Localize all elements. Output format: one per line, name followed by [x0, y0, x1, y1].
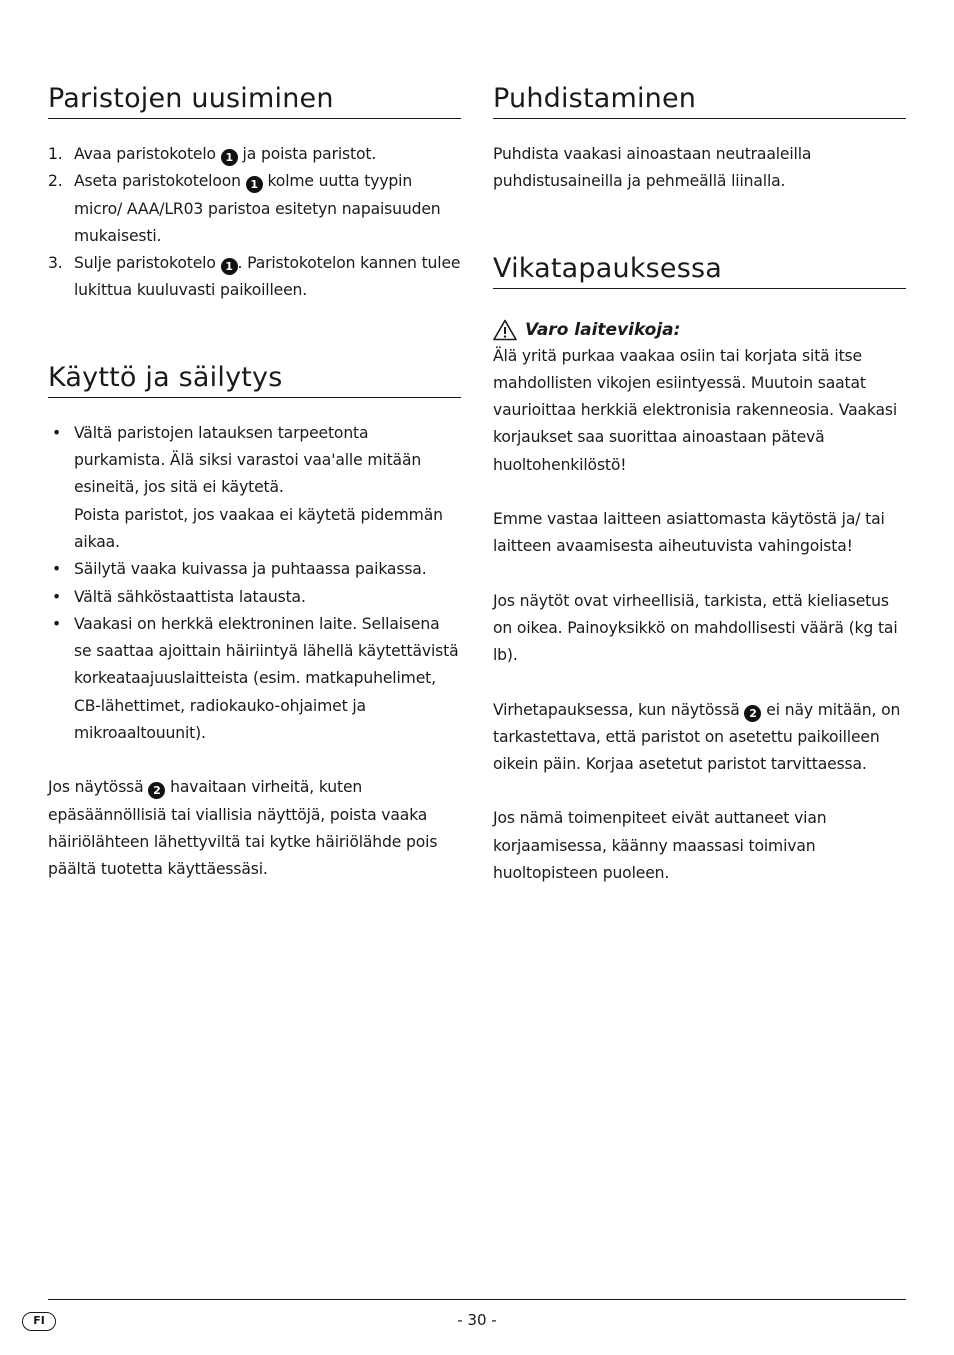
trouble-heading: Vikatapauksessa: [493, 252, 906, 289]
bullet: •: [52, 587, 62, 606]
bullet: •: [52, 614, 62, 633]
trouble-paragraph-3: Jos näytöt ovat virheellisiä, tarkista, että kieliasetus on oikea. Painoyksikkö on mahdollisesti väärä (kg tai lb).: [493, 591, 898, 665]
list-item: [48, 420, 461, 556]
warning-header: [493, 317, 906, 343]
footer-divider: [48, 1299, 906, 1300]
bullet-text: Vältä sähköstaattista latausta.: [74, 587, 306, 606]
usage-bullets-list: [48, 420, 461, 748]
trouble-paragraph-1: Älä yritä purkaa vaakaa osiin tai korjata sitä itse mahdollisten vikojen esiintyessä. Muutoin saatat vaurioittaa herkkiä elektronisia rakenneosia. Vaakasi korjaukset saa suorittaa ainoastaan pätevä huoltohenkilöstö!: [493, 346, 898, 474]
paragraph-text: ei näy mitään, on tarkastettava, että paristot on asetettu paikoilleen oikein päin. Korjaa asetetut paristot tarvittaessa.: [493, 700, 901, 774]
bullet: •: [52, 560, 62, 579]
display-badge: 2: [744, 705, 761, 722]
cleaning-heading: Puhdistaminen: [493, 82, 906, 119]
list-item: [48, 611, 461, 747]
list-item: [48, 556, 461, 583]
page-number: - 30 -: [457, 1311, 497, 1329]
note-text: havaitaan virheitä, kuten epäsäännöllisiä tai viallisia näyttöjä, poista vaaka häiriölähteen lähettyviltä tai kytke häiriölähde pois päältä tuotetta käyttäessäsi.: [48, 778, 438, 879]
note-text: Jos näytössä: [48, 778, 144, 797]
step-text: . Paristokotelon kannen tulee lukittua kuuluvasti paikoilleen.: [74, 254, 461, 300]
trouble-paragraph-5: Jos nämä toimenpiteet eivät auttaneet vian korjaamisessa, käänny maassasi toimivan huoltopisteen puoleen.: [493, 809, 827, 883]
battery-steps-list: [48, 141, 461, 305]
battery-compartment-badge: 1: [221, 258, 238, 275]
usage-heading: Käyttö ja säilytys: [48, 361, 461, 398]
display-badge: 2: [148, 782, 165, 799]
warning-title: Varo laitevikoja:: [525, 319, 681, 340]
display-error-note: [48, 774, 461, 883]
warning-triangle-icon: [493, 319, 517, 341]
trouble-paragraph-2: Emme vastaa laitteen asiattomasta käytöstä ja/ tai laitteen avaamisesta aiheutuvista vahingoista!: [493, 510, 885, 556]
trouble-paragraph-4: [493, 697, 906, 779]
bullet-text: Säilytä vaaka kuivassa ja puhtaassa paikassa.: [74, 560, 427, 579]
list-item: [48, 584, 461, 611]
step-text: Avaa paristokotelo: [74, 145, 216, 163]
language-badge: FI: [22, 1312, 56, 1331]
cleaning-text: Puhdista vaakasi ainoastaan neutraaleilla puhdistusaineilla ja pehmeällä liinalla.: [493, 145, 812, 191]
step-number: 1.: [48, 145, 63, 163]
step-text: Sulje paristokotelo: [74, 254, 216, 273]
battery-heading: Paristojen uusiminen: [48, 82, 461, 119]
battery-compartment-badge: 1: [221, 149, 238, 166]
list-item: [48, 141, 461, 168]
paragraph-text: Virhetapauksessa, kun näytössä: [493, 700, 740, 719]
bullet-text: Vaakasi on herkkä elektroninen laite. Sellaisena se saattaa ajoittain häiriintyä lähellä käytettävistä korkeataajuuslaitteista (esim. matkapuhelimet, CB-lähettimet, radiokauko-ohjaimet ja mikroaaltouunit).: [74, 614, 459, 743]
step-text: kolme uutta tyypin micro/ AAA/LR03 paristoa esitetyn napaisuuden mukaisesti.: [74, 172, 441, 245]
bullet-text: Vältä paristojen latauksen tarpeetonta purkamista. Älä siksi varastoi vaa'alle mitään esineitä, jos sitä ei käytetä.: [74, 423, 422, 497]
right-column: [493, 82, 906, 887]
list-item: [48, 168, 461, 250]
battery-compartment-badge: 1: [246, 176, 263, 193]
step-number: 3.: [48, 254, 63, 273]
left-column: [48, 82, 461, 884]
step-number: 2.: [48, 172, 63, 191]
list-item: [48, 250, 461, 305]
bullet: •: [52, 423, 62, 442]
step-text: Aseta paristokoteloon: [74, 172, 241, 191]
step-text: ja poista paristot.: [237, 145, 377, 163]
bullet-text-extra: Poista paristot, jos vaakaa ei käytetä pidemmän aikaa.: [74, 505, 443, 551]
